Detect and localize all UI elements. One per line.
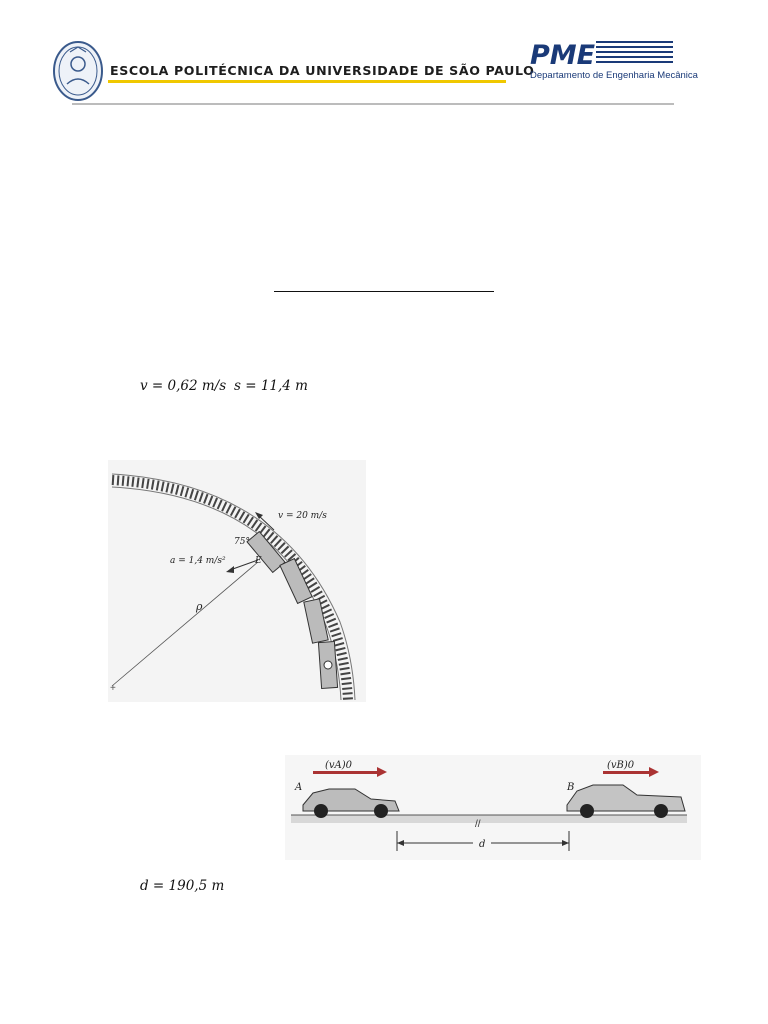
acceleration-label: a = 1,4 m/s² bbox=[170, 556, 226, 566]
velocity-answer: v = 0,62 m/s bbox=[140, 378, 227, 394]
train-curve-figure bbox=[108, 460, 366, 702]
svg-text://: // bbox=[475, 819, 481, 830]
angle-label: 75° bbox=[234, 537, 250, 547]
distance-s-answer: s = 11,4 m bbox=[234, 378, 308, 394]
car-a-velocity-label: (vA)0 bbox=[325, 760, 353, 771]
header-divider bbox=[72, 103, 674, 105]
car-b-velocity-label: (vB)0 bbox=[607, 760, 635, 771]
university-seal-icon bbox=[52, 40, 104, 102]
distance-label: d bbox=[479, 839, 486, 850]
school-name-underline bbox=[108, 80, 506, 83]
distance-d-answer: d = 190,5 m bbox=[140, 878, 225, 894]
pme-logo-text: PME bbox=[530, 40, 596, 68]
car-a-label: A bbox=[295, 782, 303, 793]
radius-label: ρ bbox=[196, 600, 203, 613]
department-name: Departamento de Engenharia Mecânica bbox=[530, 70, 698, 81]
pme-logo-icon bbox=[530, 40, 675, 68]
point-label: E bbox=[255, 556, 262, 566]
velocity-label: v = 20 m/s bbox=[278, 511, 327, 521]
cars-figure bbox=[285, 755, 701, 860]
title-underline bbox=[274, 291, 494, 292]
svg-text:+: + bbox=[110, 683, 116, 694]
school-name: ESCOLA POLITÉCNICA DA UNIVERSIDADE DE SÃO PAULO bbox=[110, 63, 535, 78]
car-b-label: B bbox=[567, 782, 575, 793]
